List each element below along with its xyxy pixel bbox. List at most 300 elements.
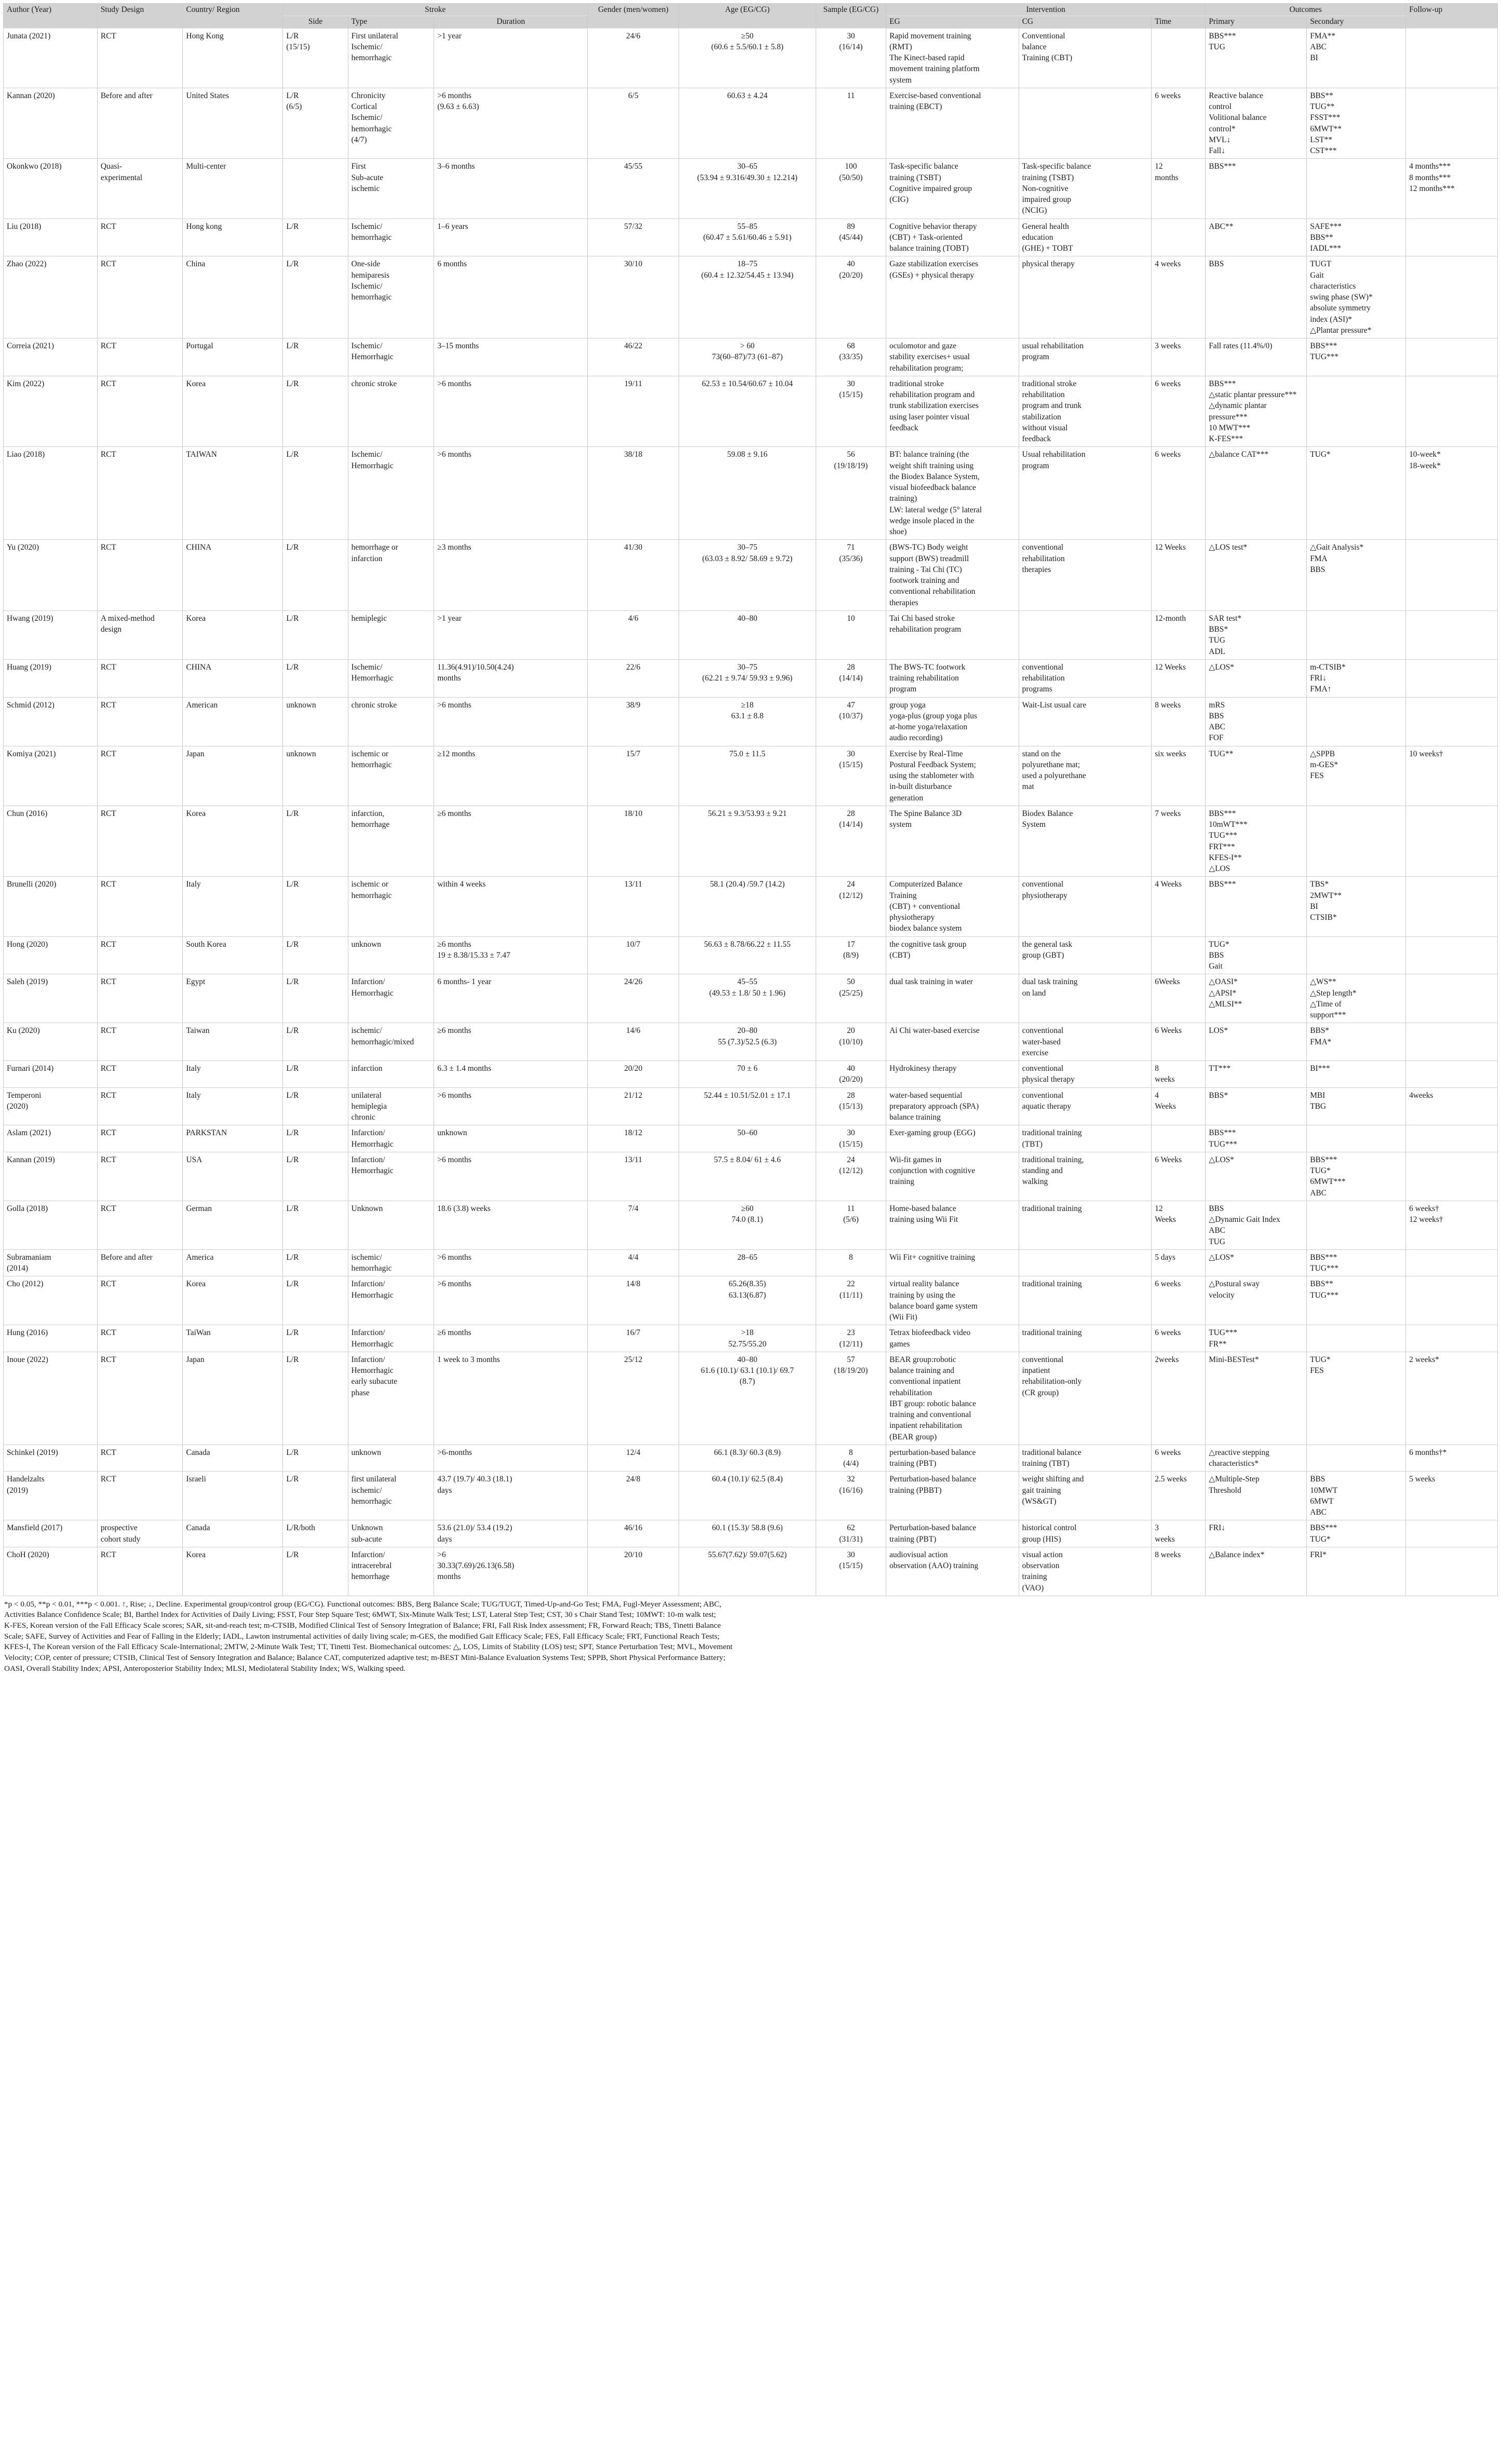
cell-line: conventional rehabilitation <box>889 587 976 596</box>
cell-line: TUG* <box>1310 1355 1331 1364</box>
cell-secondary <box>1307 1249 1406 1276</box>
cell-primary <box>1206 1445 1307 1472</box>
table-row <box>4 1547 1498 1596</box>
cell-line: Rapid movement training <box>889 31 971 40</box>
cell-follow-up <box>1406 974 1498 1023</box>
cell-line: conventional <box>1022 1355 1064 1364</box>
cell-line: Zhao (2022) <box>7 260 47 269</box>
cell-line: L/R <box>286 809 299 818</box>
cell-primary <box>1206 1352 1307 1445</box>
cell-line: (VAO) <box>1022 1583 1044 1592</box>
cell-line: 12 Weeks <box>1155 662 1186 672</box>
cell-line: (20/20) <box>839 270 863 280</box>
cell-primary <box>1206 376 1307 447</box>
cell-line: at-home yoga/relaxation <box>889 723 968 731</box>
cell-secondary <box>1307 1520 1406 1547</box>
cell-line: RCT <box>100 1204 116 1213</box>
cell-line: FMA <box>1310 554 1328 563</box>
table-row <box>4 697 1498 746</box>
cell-line: △Gait Analysis* <box>1310 543 1364 552</box>
cell-line: South Korea <box>186 940 226 949</box>
cell-line: 40–80 <box>737 614 758 623</box>
cell-line: BBS* <box>1209 1091 1228 1100</box>
cell-line: physiotherapy <box>1022 891 1067 900</box>
cell-line: phase <box>351 1388 370 1397</box>
cell-line: ≥6 months <box>437 1328 471 1338</box>
cell-secondary <box>1307 697 1406 746</box>
cell-gender <box>588 806 679 877</box>
cell-line: 28 <box>847 809 855 818</box>
cell-line: 56.21 ± 9.3/53.93 ± 9.21 <box>708 809 787 818</box>
cell-line: Schmid (2012) <box>7 700 55 710</box>
cell-age <box>679 1061 816 1088</box>
cell-gender <box>588 697 679 746</box>
cell-line: TUG* <box>1310 450 1331 459</box>
cell-line: Infarction/ <box>351 1128 385 1138</box>
cell-time <box>1152 1061 1206 1088</box>
cell-cg <box>1019 29 1152 88</box>
cell-line: rehabilitation program <box>889 625 962 634</box>
cell-line: TUG*** <box>1209 1328 1237 1338</box>
cell-line: 6 Weeks <box>1155 1155 1182 1164</box>
cell-follow-up <box>1406 1061 1498 1088</box>
cell-gender <box>588 376 679 447</box>
cell-line: 75.0 ± 11.5 <box>729 749 766 758</box>
cell-line: RCT <box>100 260 116 269</box>
cell-line: >6 months <box>437 91 471 100</box>
cell-eg <box>886 877 1019 936</box>
cell-line: (35/36) <box>839 554 863 563</box>
cell-age <box>679 219 816 256</box>
cell-line: generation <box>889 793 924 802</box>
cell-line: L/R <box>286 977 299 987</box>
cell-line: (CBT) <box>889 950 911 960</box>
cell-line: 19/11 <box>624 379 642 388</box>
cell-age <box>679 1201 816 1249</box>
cell-age <box>679 540 816 611</box>
cell-secondary <box>1307 159 1406 219</box>
cell-line: physiotherapy <box>889 913 935 922</box>
cell-time <box>1152 1125 1206 1152</box>
cell-line: Hydrokinesy therapy <box>889 1064 957 1073</box>
cell-line: standing and <box>1022 1166 1063 1175</box>
cell-line: 60.63 ± 4.24 <box>727 91 768 100</box>
cell-line: 46/22 <box>624 342 643 350</box>
cell-line: IBT group: robotic balance <box>889 1399 976 1408</box>
cell-line: cohort study <box>100 1534 141 1544</box>
cell-sample <box>816 256 886 338</box>
cell-country <box>183 1087 283 1125</box>
table-row <box>4 219 1498 256</box>
cell-eg <box>886 376 1019 447</box>
cell-study-design <box>97 376 183 447</box>
cell-time <box>1152 376 1206 447</box>
cell-line: conventional <box>1022 543 1064 552</box>
cell-line: unknown <box>286 700 316 710</box>
cell-primary <box>1206 1520 1307 1547</box>
cell-line: conjunction with cognitive <box>889 1166 976 1175</box>
table-row <box>4 338 1498 376</box>
cell-line: chronic <box>351 1113 375 1122</box>
cell-study-design <box>97 338 183 376</box>
cell-age <box>679 1087 816 1125</box>
cell-sample <box>816 877 886 936</box>
cell-line: △LOS* <box>1209 1253 1234 1262</box>
cell-line: training (EBCT) <box>889 102 942 111</box>
cell-line: training and conventional <box>889 1410 971 1419</box>
cell-line: chronic stroke <box>351 379 397 388</box>
cell-line: mat <box>1022 782 1034 792</box>
cell-country <box>183 1520 283 1547</box>
cell-line: program <box>1022 461 1049 470</box>
cell-line: TUG* <box>1310 1166 1331 1175</box>
cell-line: L/R <box>286 1155 299 1164</box>
cell-line: months <box>437 1572 461 1582</box>
cell-line: intracerebral <box>351 1561 392 1570</box>
cell-sample <box>816 1276 886 1325</box>
cell-study-design <box>97 806 183 877</box>
cell-line: 18.6 (3.8) weeks <box>437 1204 491 1213</box>
cell-line: BBS <box>1209 711 1224 720</box>
cell-study-design <box>97 1520 183 1547</box>
cell-author <box>4 447 98 540</box>
cell-line: audiovisual action <box>889 1550 948 1559</box>
cell-type <box>348 610 434 659</box>
cell-line: Brunelli (2020) <box>7 880 57 889</box>
cell-line: used a polyurethane <box>1022 771 1086 780</box>
cell-line: hemiplegia <box>351 1101 387 1111</box>
cell-study-design <box>97 1152 183 1201</box>
cell-line: Infarction/ <box>351 977 385 987</box>
cell-line: Non-cognitive <box>1022 184 1069 193</box>
cell-line: Threshold <box>1209 1486 1241 1495</box>
cell-line: Hemorrhagic <box>351 988 394 998</box>
cell-cg <box>1019 697 1152 746</box>
cell-line: the general task <box>1022 940 1073 949</box>
cell-age <box>679 1352 816 1445</box>
cell-line: 4/4 <box>628 1253 639 1262</box>
cell-line: the Biodex Balance System, <box>889 472 980 481</box>
cell-eg <box>886 974 1019 1023</box>
cell-line: yoga-plus (group yoga plus <box>889 711 977 720</box>
cell-secondary <box>1307 610 1406 659</box>
cell-primary <box>1206 1472 1307 1520</box>
cell-line: Hemorrhagic <box>351 1166 394 1175</box>
cell-line: L/R <box>286 1328 299 1338</box>
cell-line: L/R <box>286 379 299 388</box>
study-characteristics-table <box>3 3 1498 1596</box>
cell-line: 2weeks <box>1155 1355 1179 1364</box>
cell-line: Kim (2022) <box>7 379 45 388</box>
cell-line: FR** <box>1209 1339 1227 1349</box>
table-row <box>4 1445 1498 1472</box>
cell-eg <box>886 1249 1019 1276</box>
cell-line: (12/11) <box>839 1339 863 1349</box>
cell-line: group (GBT) <box>1022 950 1064 960</box>
cell-author <box>4 1061 98 1088</box>
cell-eg <box>886 1445 1019 1472</box>
cell-line: Ischemic/ <box>351 42 383 51</box>
cell-side <box>283 159 348 219</box>
cell-secondary <box>1307 540 1406 611</box>
cell-line: Infarction/ <box>351 1328 385 1338</box>
cell-secondary <box>1307 1061 1406 1088</box>
cell-line: △SPPB <box>1310 749 1335 758</box>
cell-line: 28–65 <box>737 1253 758 1262</box>
cell-line: 18–75 <box>737 260 758 269</box>
cell-author <box>4 540 98 611</box>
cell-line: weight shifting and <box>1022 1475 1084 1484</box>
cell-line: >6 months <box>437 1155 471 1164</box>
header-stroke: Stroke <box>283 3 588 16</box>
cell-line: ≥60 <box>741 1204 754 1213</box>
cell-line: 24/6 <box>626 32 641 40</box>
cell-line: Hemorrhagic <box>351 1366 394 1375</box>
cell-country <box>183 1276 283 1325</box>
cell-author <box>4 1249 98 1276</box>
cell-line: Volitional balance <box>1209 113 1267 122</box>
cell-line: Golla (2018) <box>7 1204 48 1213</box>
cell-follow-up <box>1406 659 1498 697</box>
cell-line: hemiparesis <box>351 270 390 280</box>
cell-line: 18/12 <box>624 1128 643 1138</box>
cell-line: Exercise by Real-Time <box>889 749 963 758</box>
cell-line: RCT <box>100 222 116 231</box>
cell-line: △Step length* <box>1310 988 1357 998</box>
cell-line: 30 <box>847 1550 855 1559</box>
cell-line: (20/20) <box>839 1075 863 1084</box>
cell-side <box>283 1087 348 1125</box>
cell-line: balance board game system <box>889 1301 978 1311</box>
cell-follow-up <box>1406 1087 1498 1125</box>
cell-country <box>183 338 283 376</box>
cell-line: >6 months <box>437 1279 471 1289</box>
cell-line: usual rehabilitation <box>1022 342 1084 350</box>
cell-side <box>283 1061 348 1088</box>
cell-sample <box>816 1249 886 1276</box>
cell-line: games <box>889 1339 910 1349</box>
cell-line: 4weeks <box>1409 1091 1434 1100</box>
cell-line: traditional stroke <box>889 379 944 388</box>
cell-line: TaiWan <box>186 1328 211 1338</box>
cell-gender <box>588 1249 679 1276</box>
cell-study-design <box>97 1352 183 1445</box>
cell-eg <box>886 88 1019 159</box>
cell-line: MBI <box>1310 1091 1326 1100</box>
cell-line: RCT <box>100 662 116 672</box>
cell-line: physical therapy <box>1022 260 1075 269</box>
cell-age <box>679 1547 816 1596</box>
cell-line: 62.53 ± 10.54/60.67 ± 10.04 <box>701 379 793 388</box>
cell-line: training <box>889 1177 914 1187</box>
cell-line: unknown <box>437 1128 467 1138</box>
cell-line: △Dynamic Gait Index <box>1209 1215 1280 1224</box>
cell-line: Cognitive impaired group <box>889 184 972 193</box>
cell-line: stability exercises+ usual <box>889 352 970 362</box>
cell-side <box>283 746 348 806</box>
cell-gender <box>588 936 679 974</box>
cell-age <box>679 974 816 1023</box>
cell-line: 4 Weeks <box>1155 880 1182 889</box>
header-sample: Sample (EG/CG) <box>816 3 886 29</box>
cell-line: weeks <box>1155 1075 1175 1084</box>
cell-gender <box>588 1152 679 1201</box>
cell-line: 24 <box>847 1155 855 1164</box>
cell-time <box>1152 1201 1206 1249</box>
cell-line: trunk stabilization exercises <box>889 401 979 411</box>
cell-follow-up <box>1406 1520 1498 1547</box>
cell-follow-up <box>1406 1152 1498 1201</box>
cell-line: conventional <box>1022 662 1064 672</box>
cell-duration <box>434 1445 588 1472</box>
cell-gender <box>588 1023 679 1061</box>
cell-line: (CBT) + Task-oriented <box>889 233 963 242</box>
cell-line: Kannan (2019) <box>7 1155 55 1164</box>
cell-line: without visual <box>1022 423 1068 432</box>
cell-primary <box>1206 1201 1307 1249</box>
cell-line: 45–55 <box>737 977 758 987</box>
cell-line: △balance CAT*** <box>1209 450 1269 459</box>
cell-secondary <box>1307 1201 1406 1249</box>
cell-sample <box>816 746 886 806</box>
cell-eg <box>886 338 1019 376</box>
cell-age <box>679 1325 816 1352</box>
cell-line: (33/35) <box>839 352 863 362</box>
cell-primary <box>1206 1061 1307 1088</box>
cell-primary <box>1206 159 1307 219</box>
cell-line: Exercise-based conventional <box>889 91 981 100</box>
cell-duration <box>434 29 588 88</box>
cell-line: Italy <box>186 1064 201 1073</box>
header-time: Time <box>1152 16 1206 29</box>
cell-line: training using Wii Fit <box>889 1215 958 1224</box>
cell-line: Yu (2020) <box>7 543 39 552</box>
cell-line: >18 <box>741 1328 754 1338</box>
header-side: Side <box>283 16 348 29</box>
cell-type <box>348 1352 434 1445</box>
cell-line: △WS** <box>1310 977 1336 987</box>
cell-duration <box>434 1087 588 1125</box>
cell-author <box>4 936 98 974</box>
cell-line: 73(60–87)/73 (61–87) <box>712 352 783 362</box>
cell-line: rehabilitation program; <box>889 363 964 373</box>
cell-line: 6 months- 1 year <box>437 977 492 987</box>
cell-line: 10 weeks† <box>1409 749 1443 758</box>
cell-line: (60.47 ± 5.61/60.46 ± 5.91) <box>703 233 792 242</box>
cell-line: programs <box>1022 685 1052 694</box>
cell-line: 62 <box>847 1523 855 1533</box>
cell-line: infarction, <box>351 809 385 818</box>
cell-line: Quasi- <box>100 162 122 171</box>
cell-line: sub-acute <box>351 1534 382 1544</box>
cell-line: BBS** <box>1310 233 1333 242</box>
cell-line: RCT <box>100 1091 116 1100</box>
cell-line: 30–65 <box>737 162 758 171</box>
cell-line: (50/50) <box>839 173 863 182</box>
cell-line: 8 months*** <box>1409 173 1451 182</box>
cell-line: Exer-gaming group (EGG) <box>889 1128 976 1138</box>
cell-line: gait training <box>1022 1486 1061 1495</box>
cell-follow-up <box>1406 1276 1498 1325</box>
cell-side <box>283 1445 348 1472</box>
cell-line: (15/15) <box>286 42 310 51</box>
footnote-line: *p < 0.05, **p < 0.01, ***p < 0.001. ↑, Rise; ↓, Decline. Experimental group/control group (EG/CG). Functional outcomes: BBS, Berg Balance Scale; TUG/TUGT, Timed-Up-and-Go Test; FMA, Fugl-Meyer Assessment; ABC, <box>4 1599 722 1609</box>
cell-line: FRI↓ <box>1310 674 1327 683</box>
cell-line: mRS <box>1209 700 1225 710</box>
cell-line: (BWS-TC) Body weight <box>889 543 968 552</box>
cell-line: index (ASI)* <box>1310 315 1352 324</box>
cell-line: (14/14) <box>839 674 863 683</box>
cell-line: BBS*** <box>1310 1253 1337 1262</box>
cell-line: A mixed-method <box>100 614 155 623</box>
cell-side <box>283 338 348 376</box>
cell-cg <box>1019 338 1152 376</box>
cell-line: Chronicity <box>351 91 386 100</box>
cell-line: (10/37) <box>839 711 863 720</box>
cell-line: 4 <box>1155 1091 1159 1100</box>
cell-line: L/R <box>286 91 299 100</box>
cell-line: L/R <box>286 1279 299 1289</box>
cell-type <box>348 1125 434 1152</box>
cell-line: 4/6 <box>628 614 639 623</box>
cell-side <box>283 1125 348 1152</box>
cell-line: 10-week* <box>1409 450 1441 459</box>
cell-cg <box>1019 1023 1152 1061</box>
cell-line: conventional inpatient <box>889 1377 961 1386</box>
cell-line: 47 <box>847 700 855 710</box>
cell-sample <box>816 88 886 159</box>
cell-country <box>183 256 283 338</box>
cell-line: TUG** <box>1310 102 1335 111</box>
cell-secondary <box>1307 256 1406 338</box>
cell-age <box>679 877 816 936</box>
cell-line: L/R <box>286 450 299 459</box>
cell-author <box>4 1152 98 1201</box>
cell-line: 5 weeks <box>1409 1475 1436 1484</box>
cell-line: (62.21 ± 9.74/ 59.93 ± 9.96) <box>702 674 793 683</box>
cell-cg <box>1019 540 1152 611</box>
cell-line: (11/11) <box>839 1290 862 1300</box>
cell-line: ischemic or <box>351 749 389 758</box>
cell-line: BBS*** <box>1209 162 1236 171</box>
cell-eg <box>886 1125 1019 1152</box>
cell-cg <box>1019 256 1152 338</box>
cell-follow-up <box>1406 1352 1498 1445</box>
cell-line: L/R <box>286 1204 299 1213</box>
cell-line: Unknown <box>351 1523 383 1533</box>
cell-line: training (PBT) <box>889 1459 937 1468</box>
cell-type <box>348 1087 434 1125</box>
cell-line: 8 weeks <box>1155 700 1181 710</box>
cell-line: 6 weeks <box>1155 1328 1181 1338</box>
cell-time <box>1152 88 1206 159</box>
cell-line: 6MWT <box>1310 1496 1334 1506</box>
cell-cg <box>1019 1152 1152 1201</box>
cell-line: ≥6 months <box>437 940 471 949</box>
cell-primary <box>1206 1276 1307 1325</box>
cell-gender <box>588 659 679 697</box>
cell-study-design <box>97 697 183 746</box>
cell-study-design <box>97 1125 183 1152</box>
cell-side <box>283 697 348 746</box>
cell-sample <box>816 540 886 611</box>
cell-line: hemorrhagic <box>351 1264 392 1273</box>
cell-line: 60.4 (10.1)/ 62.5 (8.4) <box>712 1475 783 1484</box>
cell-gender <box>588 1201 679 1249</box>
cell-line: Hemorrhagic <box>351 352 394 362</box>
cell-line: 71 <box>847 543 855 552</box>
header-eg: EG <box>886 16 1019 29</box>
